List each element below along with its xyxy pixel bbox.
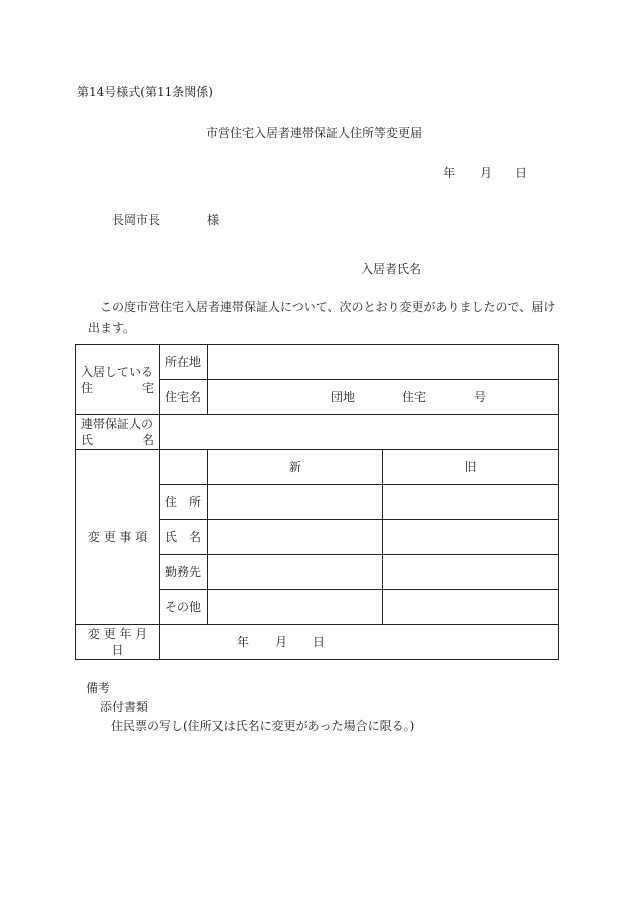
guarantor-label-cell [76, 415, 160, 450]
name-old-field[interactable] [383, 520, 559, 555]
date-day-label: 日 [515, 166, 528, 180]
guarantor-label-line1: 連帯保証人の [81, 417, 154, 431]
change-row-label: 勤務先 [160, 555, 208, 590]
old-column-header: 旧 [383, 450, 559, 485]
blank-header-cell [160, 450, 208, 485]
addressee: 長岡市長 [112, 213, 161, 227]
residence-label-char: 住 [81, 380, 94, 395]
new-column-header: 新 [208, 450, 383, 485]
location-label: 所在地 [160, 345, 208, 380]
attachment-item: 住民票の写し(住所又は氏名に変更があった場合に限る。) [111, 719, 415, 733]
table-row [76, 625, 559, 660]
name-new-field[interactable] [208, 520, 383, 555]
change-row-label: 氏 名 [160, 520, 208, 555]
notes-heading: 備考 [86, 681, 111, 695]
body-text-line-2: 出ます。 [88, 321, 136, 335]
table-row [76, 345, 559, 380]
location-field[interactable] [208, 345, 559, 380]
housing-name-field[interactable] [208, 380, 559, 415]
housing-jutaku-label: 住宅 [402, 390, 427, 404]
attachments-heading: 添付書類 [100, 700, 149, 714]
change-date-month-label: 月 [275, 635, 288, 649]
table-row [76, 415, 559, 450]
change-date-year-label: 年 [237, 635, 250, 649]
change-row-label: 住 所 [160, 485, 208, 520]
change-date-day-label: 日 [313, 635, 326, 649]
guarantor-name-field[interactable] [160, 415, 559, 450]
housing-danchi-label: 団地 [331, 390, 356, 404]
address-new-field[interactable] [208, 485, 383, 520]
change-items-label: 変 更 事 項 [76, 450, 160, 625]
table-row [76, 450, 559, 485]
housing-go-label: 号 [474, 390, 487, 404]
address-old-field[interactable] [383, 485, 559, 520]
document-title: 市営住宅入居者連帯保証人住所等変更届 [206, 126, 423, 140]
workplace-new-field[interactable] [208, 555, 383, 590]
form-number: 第14号様式(第11条関係) [77, 85, 213, 99]
guarantor-label-char: 氏 [81, 433, 94, 447]
housing-name-label: 住宅名 [160, 380, 208, 415]
other-old-field[interactable] [383, 590, 559, 625]
date-month-label: 月 [480, 166, 493, 180]
other-new-field[interactable] [208, 590, 383, 625]
change-date-label: 変 更 年 月 日 [76, 625, 160, 660]
guarantor-label-char: 名 [141, 433, 154, 447]
body-text-line-1: この度市営住宅入居者連帯保証人について、次のとおり変更がありましたので、届け [100, 300, 556, 314]
resident-name-label: 入居者氏名 [361, 262, 422, 276]
change-row-label: その他 [160, 590, 208, 625]
residence-label-line2 [81, 380, 154, 396]
honorific: 様 [207, 213, 220, 227]
guarantor-label-line2 [81, 432, 154, 448]
residence-label-char: 宅 [141, 380, 154, 395]
workplace-old-field[interactable] [383, 555, 559, 590]
residence-label-cell [76, 345, 160, 415]
residence-label-line1: 入居している [81, 364, 154, 379]
date-year-label: 年 [443, 166, 456, 180]
change-form-table [75, 344, 559, 660]
change-date-field[interactable] [160, 625, 559, 660]
